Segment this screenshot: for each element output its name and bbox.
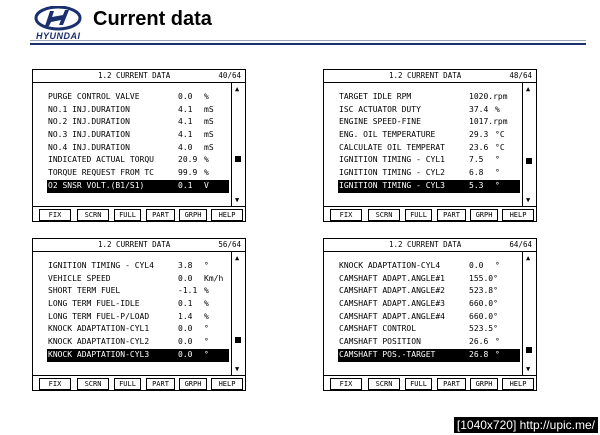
scroll-up-arrow-icon[interactable]: ▲ [235, 85, 240, 93]
data-list [338, 91, 520, 193]
parameter-unit: ° [495, 349, 500, 359]
parameter-value: 5.3 [469, 180, 484, 190]
parameter-value: 0.1 [178, 299, 193, 309]
parameter-unit: % [204, 168, 209, 178]
scanner-screen-3 [32, 238, 246, 391]
scroll-thumb[interactable] [235, 156, 241, 162]
data-row[interactable] [47, 129, 229, 142]
fkey-part-button[interactable]: PART [146, 378, 175, 390]
parameter-value: 7.5 [469, 155, 484, 165]
parameter-name: CAMSHAFT ADAPT.ANGLE#4 [339, 311, 445, 321]
fkey-part-button[interactable]: PART [146, 209, 175, 221]
scroll-down-arrow-icon[interactable]: ▼ [235, 196, 240, 204]
header-divider [30, 40, 586, 41]
screen-title-bar [324, 70, 536, 83]
parameter-name: ENGINE SPEED-FINE [339, 117, 421, 127]
data-row[interactable] [47, 104, 229, 117]
parameter-unit: °C [495, 142, 505, 152]
screen-title-bar [324, 239, 536, 252]
hyundai-logo [32, 6, 92, 40]
scroll-up-arrow-icon[interactable]: ▲ [235, 254, 240, 262]
parameter-name: KNOCK ADAPTATION-CYL3 [48, 349, 150, 359]
data-row[interactable] [47, 142, 229, 155]
parameter-value: 0.0 [178, 273, 193, 283]
fkey-part-button[interactable]: PART [437, 378, 466, 390]
parameter-name: CAMSHAFT CONTROL [339, 324, 417, 334]
data-row[interactable] [338, 167, 520, 180]
fkey-full-button[interactable]: FULL [405, 378, 432, 390]
parameter-value: 6.8 [469, 168, 484, 178]
page-counter: 64/64 [509, 240, 532, 249]
parameter-unit: ° [204, 349, 209, 359]
parameter-name: TORQUE REQUEST FROM TC [48, 168, 154, 178]
data-row[interactable] [47, 273, 229, 286]
parameter-unit: ° [204, 261, 209, 270]
scroll-thumb[interactable] [526, 347, 532, 353]
data-list [47, 260, 229, 362]
data-row[interactable] [338, 142, 520, 155]
parameter-name: CAMSHAFT ADAPT.ANGLE#3 [339, 299, 445, 309]
parameter-value: 29.3 [469, 130, 489, 140]
parameter-value: 0.0 [178, 92, 193, 101]
function-key-bar [33, 375, 245, 391]
parameter-value: 3.8 [178, 261, 193, 270]
data-row-selected[interactable] [338, 180, 520, 193]
fkey-fix-button[interactable]: FIX [39, 378, 71, 390]
parameter-unit: ° [495, 180, 500, 190]
data-row[interactable] [47, 298, 229, 311]
screen-title: 1.2 CURRENT DATA [389, 240, 462, 249]
fkey-fix-button[interactable]: FIX [39, 209, 71, 221]
parameter-unit: % [204, 92, 209, 101]
page-counter: 40/64 [218, 71, 241, 80]
parameter-name: CAMSHAFT ADAPT.ANGLE#2 [339, 286, 445, 296]
parameter-value: 4.1 [178, 117, 193, 127]
parameter-value: 4.0 [178, 142, 193, 152]
parameter-unit: % [204, 299, 209, 309]
parameter-value: 0.0 [178, 324, 193, 334]
hyundai-emblem-icon [32, 6, 84, 32]
parameter-value: 0.0 [469, 261, 484, 270]
parameter-value: -1.1 [178, 286, 198, 296]
data-row[interactable] [338, 104, 520, 117]
function-key-bar [324, 206, 536, 222]
scrollbar[interactable] [522, 252, 536, 375]
data-row[interactable] [338, 336, 520, 349]
scroll-down-arrow-icon[interactable]: ▼ [235, 365, 240, 373]
parameter-name: KNOCK ADAPTATION-CYL4 [339, 261, 441, 270]
parameter-name: CAMSHAFT POSITION [339, 337, 421, 347]
scroll-up-arrow-icon[interactable]: ▲ [526, 254, 531, 262]
screen-title: 1.2 CURRENT DATA [98, 240, 171, 249]
parameter-name: INDICATED ACTUAL TORQU [48, 155, 154, 165]
data-row[interactable] [47, 323, 229, 336]
parameter-name: TARGET IDLE RPM [339, 92, 412, 101]
parameter-value: 155.0° [469, 273, 498, 283]
screen-title-bar [33, 70, 245, 83]
fkey-scrn-button[interactable]: SCRN [77, 378, 109, 390]
data-list [338, 260, 520, 362]
parameter-value: 1020.rpm [469, 92, 508, 101]
page-counter: 56/64 [218, 240, 241, 249]
parameter-unit: °C [495, 130, 505, 140]
parameter-name: NO.2 INJ.DURATION [48, 117, 130, 127]
parameter-name: NO.1 INJ.DURATION [48, 104, 130, 114]
parameter-value: 660.0° [469, 311, 498, 321]
parameter-value: 23.6 [469, 142, 489, 152]
parameter-value: 523.8° [469, 286, 498, 296]
parameter-unit: Km/h [204, 273, 224, 283]
fkey-help-button[interactable]: HELP [211, 378, 243, 390]
fkey-grph-button[interactable]: GRPH [470, 209, 498, 221]
parameter-value: 99.9 [178, 168, 198, 178]
scrollbar[interactable] [231, 252, 245, 375]
parameter-unit: % [204, 286, 209, 296]
parameter-name: ENG. OIL TEMPERATURE [339, 130, 436, 140]
fkey-grph-button[interactable]: GRPH [179, 378, 207, 390]
scanner-screen-4 [323, 238, 537, 391]
parameter-value: 4.1 [178, 104, 193, 114]
parameter-name: O2 SNSR VOLT.(B1/S1) [48, 180, 145, 190]
data-row[interactable] [338, 285, 520, 298]
image-caption: [1040x720] http://upic.me/ [454, 417, 598, 433]
parameter-name: CAMSHAFT ADAPT.ANGLE#1 [339, 273, 445, 283]
data-row[interactable] [338, 311, 520, 324]
scrollbar[interactable] [522, 83, 536, 206]
page-title: Current data [93, 8, 212, 30]
parameter-unit: ° [204, 337, 209, 347]
data-row[interactable] [338, 298, 520, 311]
parameter-value: 20.9 [178, 155, 198, 165]
parameter-unit: ° [495, 155, 500, 165]
data-row[interactable] [338, 273, 520, 286]
parameter-name: IGNITION TIMING - CYL1 [339, 155, 445, 165]
parameter-unit: V [204, 180, 209, 190]
parameter-name: NO.4 INJ.DURATION [48, 142, 130, 152]
data-row[interactable] [47, 116, 229, 129]
parameter-value: 1017.rpm [469, 117, 508, 127]
function-key-bar [324, 375, 536, 391]
fkey-fix-button[interactable]: FIX [330, 378, 362, 390]
page-counter: 48/64 [509, 71, 532, 80]
parameter-name: KNOCK ADAPTATION-CYL2 [48, 337, 150, 347]
scroll-thumb[interactable] [526, 158, 532, 164]
fkey-scrn-button[interactable]: SCRN [77, 209, 109, 221]
parameter-unit: % [204, 155, 209, 165]
parameter-unit: ° [495, 261, 500, 270]
data-row[interactable] [338, 323, 520, 336]
data-row[interactable] [47, 91, 229, 104]
data-row[interactable] [47, 285, 229, 298]
parameter-name: KNOCK ADAPTATION-CYL1 [48, 324, 150, 334]
screen-title: 1.2 CURRENT DATA [389, 71, 462, 80]
parameter-name: LONG TERM FUEL-P/LOAD [48, 311, 150, 321]
parameter-name: SHORT TERM FUEL [48, 286, 121, 296]
parameter-name: CALCULATE OIL TEMPERAT [339, 142, 445, 152]
data-row[interactable] [338, 154, 520, 167]
fkey-fix-button[interactable]: FIX [330, 209, 362, 221]
scroll-down-arrow-icon[interactable]: ▼ [526, 196, 531, 204]
scroll-thumb[interactable] [235, 337, 241, 343]
data-row[interactable] [338, 91, 520, 104]
parameter-value: 37.4 [469, 104, 489, 114]
data-row[interactable] [47, 260, 229, 273]
screen-title: 1.2 CURRENT DATA [98, 71, 171, 80]
parameter-name: IGNITION TIMING - CYL3 [339, 180, 445, 190]
data-row[interactable] [47, 167, 229, 180]
parameter-value: 0.1 [178, 180, 193, 190]
scanner-screen-1 [32, 69, 246, 222]
parameter-unit: mS [204, 104, 214, 114]
data-row-selected[interactable] [47, 180, 229, 193]
parameter-name: IGNITION TIMING - CYL2 [339, 168, 445, 178]
parameter-name: NO.3 INJ.DURATION [48, 130, 130, 140]
data-row[interactable] [338, 116, 520, 129]
parameter-unit: mS [204, 130, 214, 140]
parameter-unit: mS [204, 117, 214, 127]
parameter-name: ISC ACTUATOR DUTY [339, 104, 421, 114]
data-row[interactable] [47, 311, 229, 324]
fkey-full-button[interactable]: FULL [114, 378, 141, 390]
parameter-value: 660.0° [469, 299, 498, 309]
scanner-screen-2 [323, 69, 537, 222]
fkey-help-button[interactable]: HELP [211, 209, 243, 221]
screen-title-bar [33, 239, 245, 252]
parameter-unit: % [495, 104, 500, 114]
fkey-grph-button[interactable]: GRPH [470, 378, 498, 390]
fkey-help-button[interactable]: HELP [502, 209, 534, 221]
fkey-help-button[interactable]: HELP [502, 378, 534, 390]
data-row[interactable] [338, 129, 520, 142]
slide-header [0, 0, 600, 50]
parameter-unit: % [204, 311, 209, 321]
parameter-name: IGNITION TIMING - CYL4 [48, 261, 154, 270]
parameter-unit: ° [495, 337, 500, 347]
parameter-value: 1.4 [178, 311, 193, 321]
data-row-selected[interactable] [47, 349, 229, 362]
data-list [47, 91, 229, 193]
fkey-part-button[interactable]: PART [437, 209, 466, 221]
fkey-scrn-button[interactable]: SCRN [368, 378, 400, 390]
fkey-full-button[interactable]: FULL [114, 209, 141, 221]
function-key-bar [33, 206, 245, 222]
parameter-unit: ° [495, 168, 500, 178]
data-row[interactable] [47, 336, 229, 349]
scrollbar[interactable] [231, 83, 245, 206]
parameter-value: 4.1 [178, 130, 193, 140]
scroll-up-arrow-icon[interactable]: ▲ [526, 85, 531, 93]
data-row[interactable] [47, 154, 229, 167]
parameter-name: LONG TERM FUEL-IDLE [48, 299, 140, 309]
data-row-selected[interactable] [338, 349, 520, 362]
scroll-down-arrow-icon[interactable]: ▼ [526, 365, 531, 373]
parameter-name: PURGE CONTROL VALVE [48, 92, 140, 101]
parameter-name: VEHICLE SPEED [48, 273, 111, 283]
header-divider-bold [30, 43, 586, 45]
parameter-unit: ° [204, 324, 209, 334]
parameter-unit: mS [204, 142, 214, 152]
fkey-full-button[interactable]: FULL [405, 209, 432, 221]
parameter-value: 26.8 [469, 349, 489, 359]
logo-wordmark: HYUNDAI [36, 31, 81, 41]
parameter-value: 0.0 [178, 349, 193, 359]
parameter-value: 0.0 [178, 337, 193, 347]
parameter-value: 26.6 [469, 337, 489, 347]
data-row[interactable] [338, 260, 520, 273]
fkey-scrn-button[interactable]: SCRN [368, 209, 400, 221]
parameter-value: 523.5° [469, 324, 498, 334]
fkey-grph-button[interactable]: GRPH [179, 209, 207, 221]
parameter-name: CAMSHAFT POS.-TARGET [339, 349, 436, 359]
